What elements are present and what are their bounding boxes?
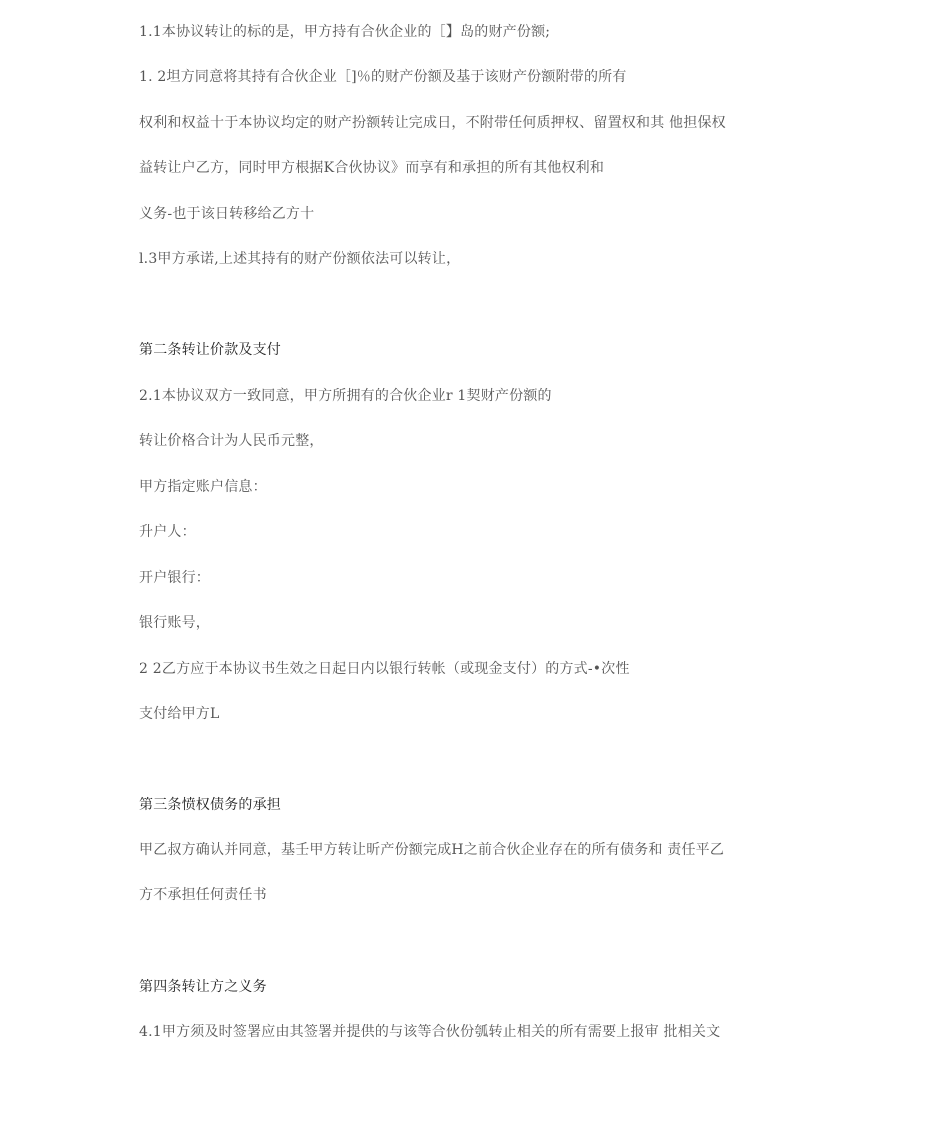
clause-1-2-continued: 义务-也于该日转移给乙方十 [139,206,315,222]
section-2-heading: 第二条转让价款及支付 [139,342,281,358]
clause-2-1: 2.1本协议双方一致同意，甲方所拥有的合伙企业r 1契财产份额的 [139,388,552,404]
clause-2-2: 2 2乙方应于本协议书生效之日起日内以银行转帐（或现金支付）的方式-•次性 [139,661,630,677]
clause-1-2-continued: 权利和权益十于本协议均定的财产扮额转让完成日，不附带任何质押权、留置权和其 他担保权 [139,115,726,131]
clause-2-2-continued: 支付给甲方L [139,706,220,722]
clause-4-1: 4.1甲方须及时签署应由其签署并提供的与该等合伙份瓠转止相关的所有需要上报审 批相关文 [139,1024,721,1040]
section-3-paragraph: 甲乙叔方确认并同意，基壬甲方转让昕产份额完成H之前合伙企业存在的所有债务和 责任平乙 [139,842,725,858]
section-3-heading: 第三条愤权债务的承担 [139,797,281,813]
clause-1-1: 1.1本协议转让的标的是，甲方持有合伙企业的［】岛的财产份额; [139,24,551,40]
clause-1-3: l.3甲方承诺,上述其持有的财产份额依法可以转让， [139,251,461,267]
clause-1-2: 1. 2坦方同意将其持有合伙企业［]％的财产份额及基于该财产份额附带的所有 [139,69,627,85]
account-holder-label: 升户人： [139,524,196,540]
clause-1-2-continued: 益转让户乙方，同时甲方根据K合伙协议》而享有和承担的所有其他权利和 [139,160,605,176]
section-3-paragraph-continued: 方不承担任何责任书 [139,887,267,903]
bank-account-label: 银行账号， [139,615,210,631]
account-info-label: 甲方指定账户信息： [139,479,267,495]
clause-2-1-price: 转让价格合计为人民币元整， [139,433,324,449]
bank-name-label: 开户银行： [139,570,210,586]
section-4-heading: 第四条转让方之义务 [139,979,267,995]
